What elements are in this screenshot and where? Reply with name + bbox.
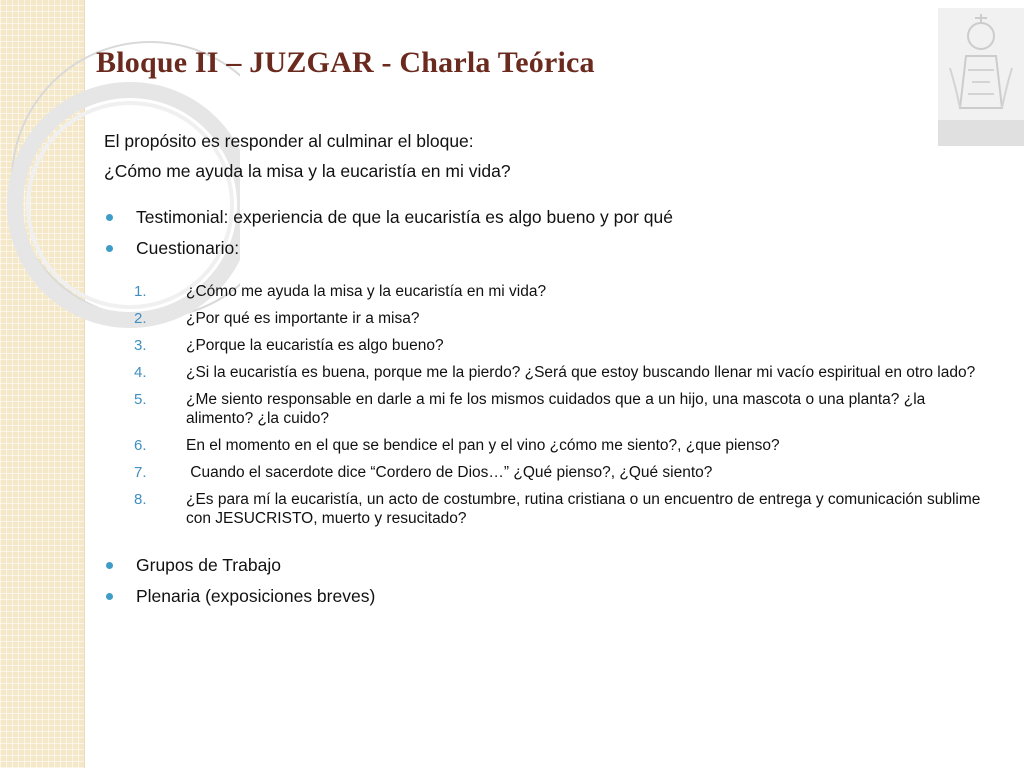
question-text: En el momento en el que se bendice el pan y el vino ¿cómo me siento?, ¿que pienso? (186, 437, 780, 454)
bullet-text: Grupos de Trabajo (136, 555, 281, 575)
bullet-item (104, 581, 984, 612)
question-text: ¿Me siento responsable en darle a mi fe los mismos cuidados que a un hijo, una mascota o una planta? ¿la alimento? ¿la cuido? (186, 391, 926, 427)
question-item (104, 282, 986, 301)
question-number: 8. (134, 491, 147, 508)
bullet-list-bottom (104, 550, 984, 612)
question-number: 3. (134, 337, 147, 354)
question-text: ¿Por qué es importante ir a misa? (186, 310, 420, 327)
question-text: ¿Porque la eucaristía es algo bueno? (186, 337, 444, 354)
bullet-item (104, 233, 984, 264)
question-list (104, 282, 984, 528)
question-item (104, 390, 986, 428)
bullet-dot-icon (106, 245, 113, 252)
bullet-text: Testimonial: experiencia de que la eucaristía es algo bueno y por qué (136, 207, 674, 227)
bullet-text: Plenaria (exposiciones breves) (136, 586, 376, 606)
intro-line: El propósito es responder al culminar el bloque: (104, 131, 474, 151)
bullet-text: Cuestionario: (136, 238, 240, 258)
intro-question: ¿Cómo me ayuda la misa y la eucaristía en mi vida? (104, 161, 511, 181)
question-item (104, 490, 986, 528)
question-item (104, 363, 986, 382)
bullet-item (104, 550, 984, 581)
question-number: 6. (134, 437, 147, 454)
bullet-list-top (104, 202, 984, 264)
question-number: 4. (134, 364, 147, 381)
bullet-item (104, 202, 984, 233)
question-text: ¿Cómo me ayuda la misa y la eucaristía en mi vida? (186, 283, 547, 300)
question-item (104, 336, 986, 355)
bullet-dot-icon (106, 214, 113, 221)
question-number: 2. (134, 310, 147, 327)
question-item (104, 463, 986, 482)
question-item (104, 436, 986, 455)
bullet-dot-icon (106, 562, 113, 569)
page-title: Bloque II – JUZGAR - Charla Teórica (96, 46, 595, 79)
bullet-dot-icon (106, 593, 113, 600)
slide-content (104, 126, 984, 612)
question-number: 5. (134, 391, 147, 408)
question-item (104, 309, 986, 328)
question-number: 7. (134, 464, 147, 481)
question-text: ¿Si la eucaristía es buena, porque me la pierdo? ¿Será que estoy buscando llenar mi vacío espiritual en otro lado? (186, 364, 976, 381)
question-text: Cuando el sacerdote dice “Cordero de Dios…” ¿Qué pienso?, ¿Qué siento? (186, 464, 713, 481)
question-text: ¿Es para mí la eucaristía, un acto de costumbre, rutina cristiana o un encuentro de entrega y comunicación sublime con JESUCRISTO, muerto y resucitado? (186, 491, 981, 527)
question-number: 1. (134, 283, 147, 300)
